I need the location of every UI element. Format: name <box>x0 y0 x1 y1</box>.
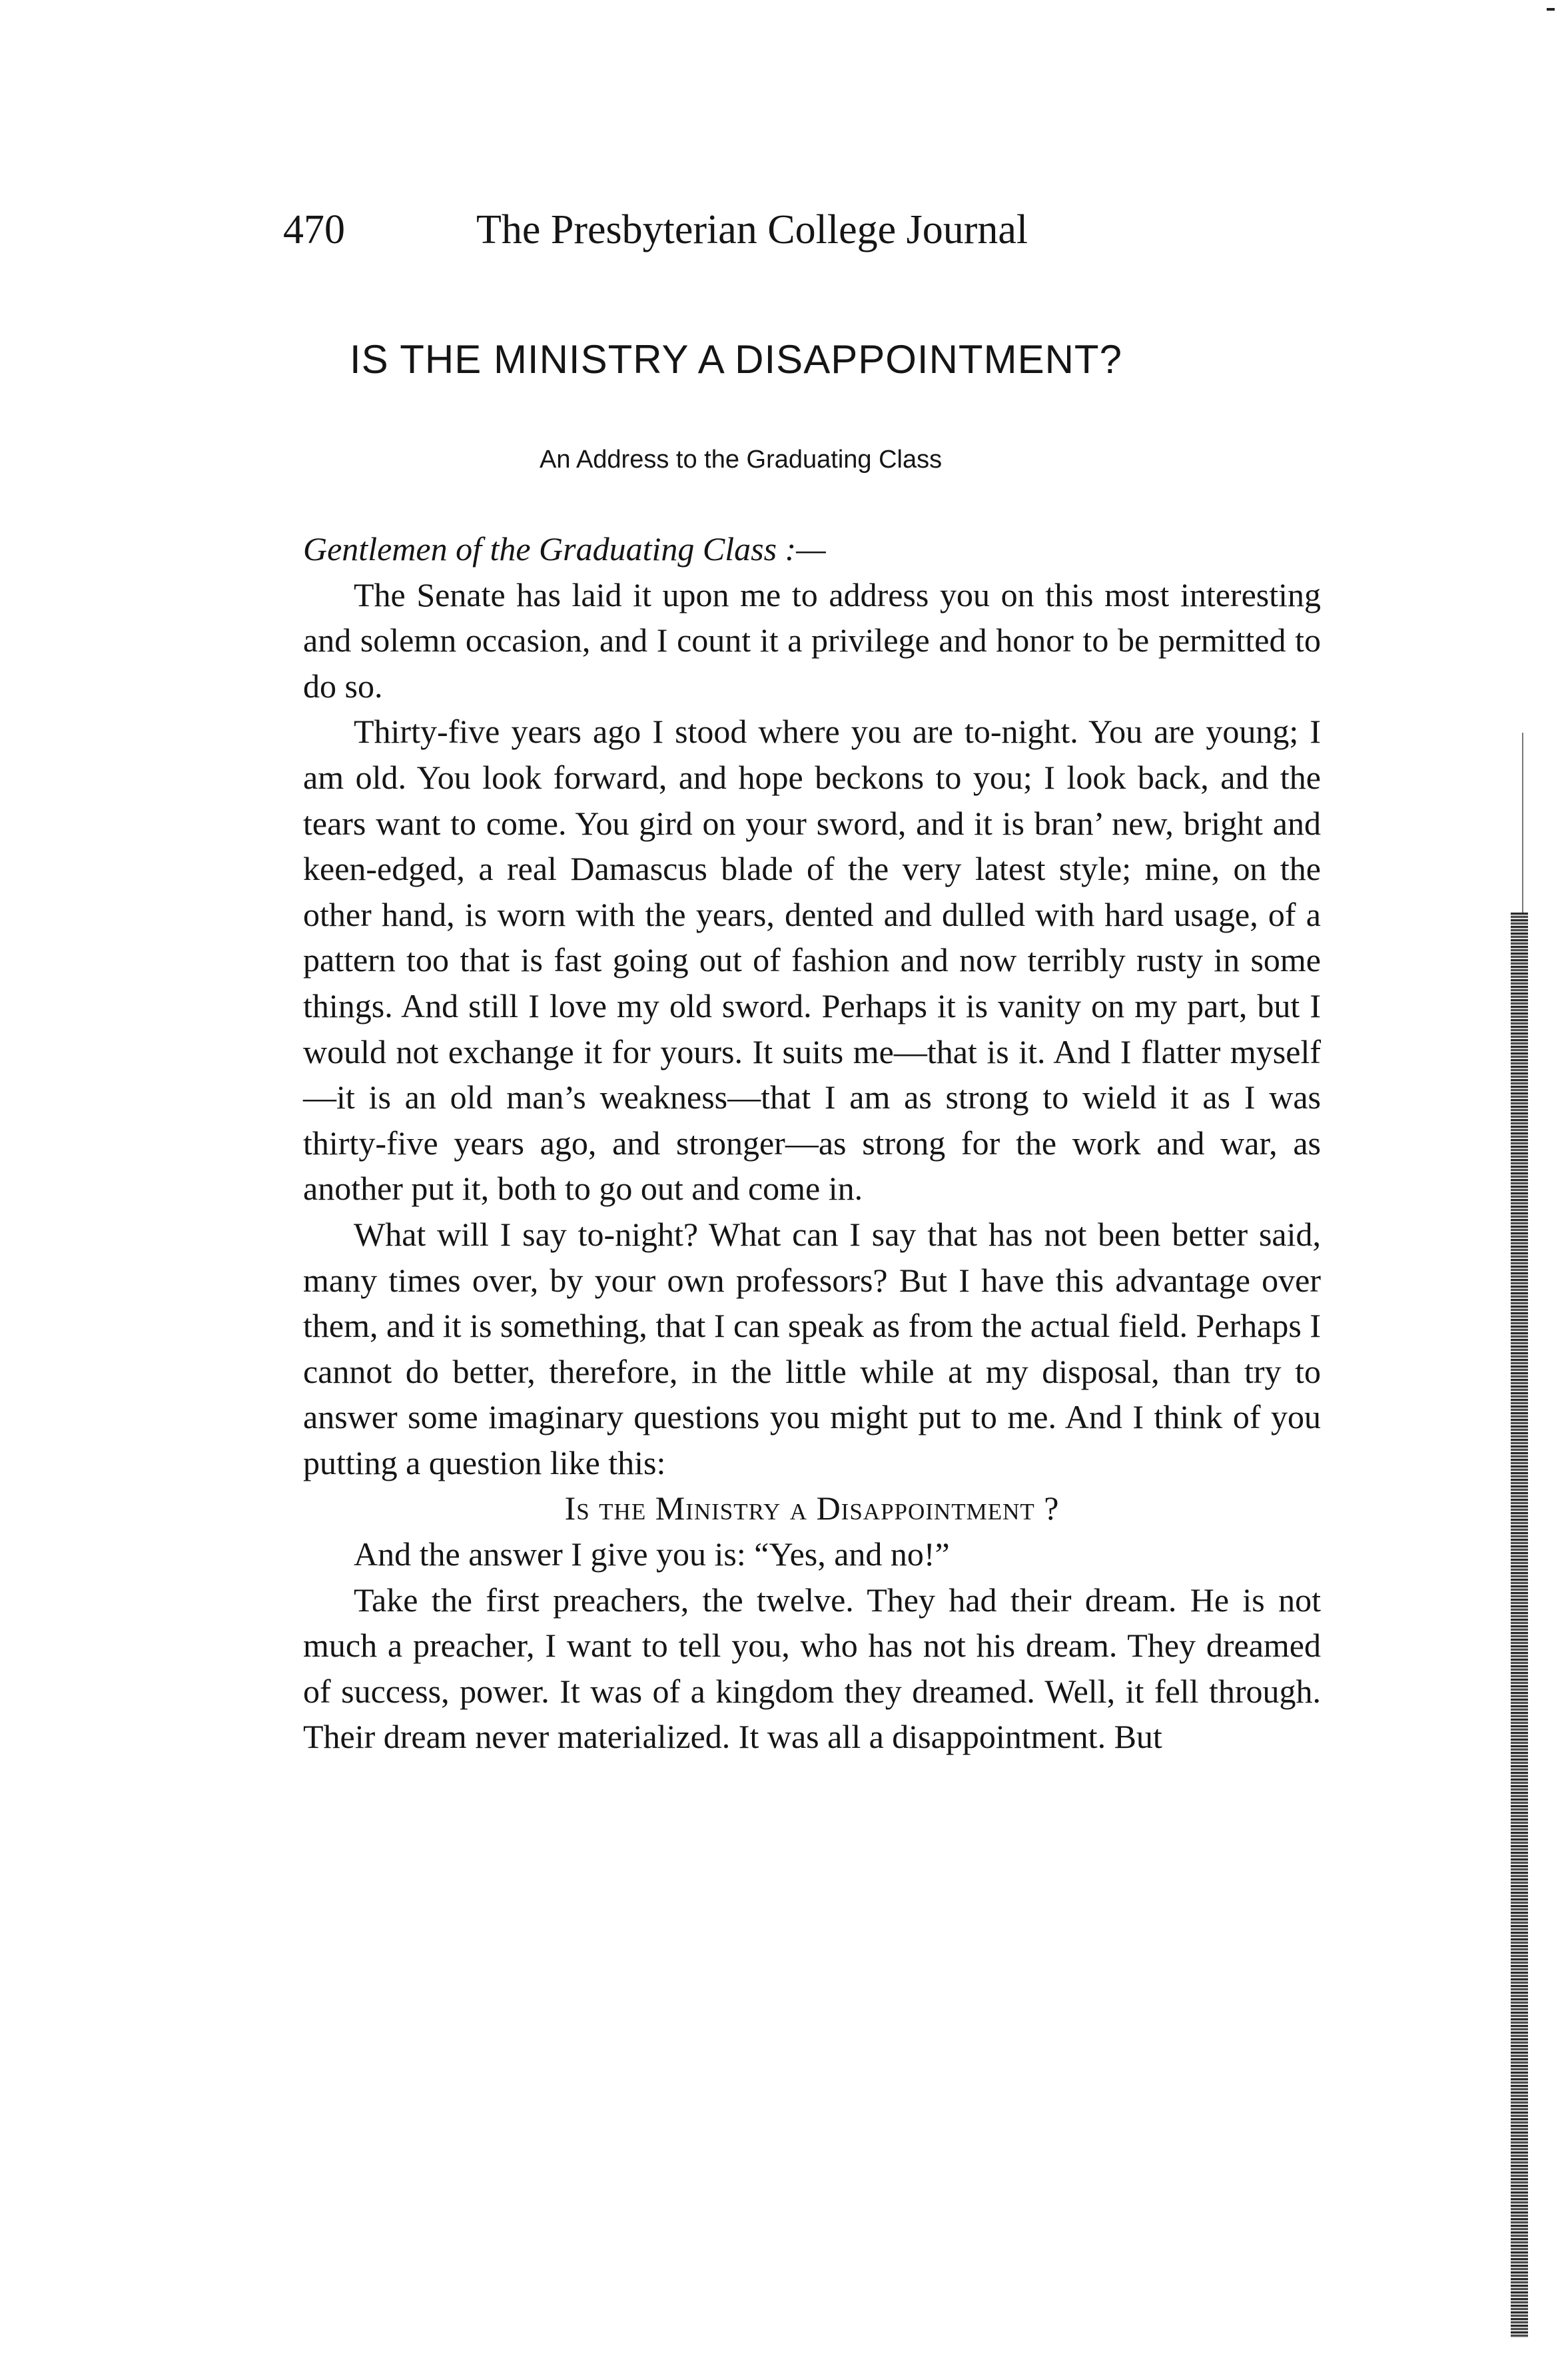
paragraph: What will I say to-night? What can I say that has not been better said, many times over, by your own professors? But I have this advantage over them, and it is something, that I can speak as from the actual field. Perhaps I cannot do better, therefore, in the little while at my disposal, than try to answer some imaginary questions you might put to me. And I think of you putting a question like this: <box>303 1215 1321 1481</box>
page-edge-shadow <box>1522 733 1523 913</box>
salutation: Gentlemen of the Graduating Class :— <box>303 530 826 568</box>
paragraph: And the answer I give you is: “Yes, and no!” <box>354 1535 950 1573</box>
article-body <box>303 526 1321 1760</box>
paragraph: The Senate has laid it upon me to address you on this most interesting and solemn occasion, and I count it a privilege and honor to be permitted to do so. <box>303 576 1321 705</box>
running-header <box>283 200 1149 260</box>
paragraph: Thirty-five years ago I stood where you are to-night. You are young; I am old. You look forward, and hope beckons to you; I look back, and the tears want to come. You gird on your sword, and it is bran’ new, bright and keen-edged, a real Damascus blade of the very latest style; mine, on the other hand, is worn with the years, dented and dulled with hard usage, of a pattern too that is fast going out of fashion and now terribly rusty in some things. And still I love my old sword. Perhaps it is vanity on my part, but I would not exchange it for yours. It suits me—that is it. And I flatter myself—it is an old man’s weakness—that I am as strong to wield it as I was thirty-five years ago, and stronger—as strong for the work and war, as another put it, both to go out and come in. <box>303 713 1321 1208</box>
page-edge-scan-artifact <box>1511 913 1528 2338</box>
article-title: IS THE MINISTRY A DISAPPOINTMENT? <box>350 337 1122 382</box>
section-heading: Is the Ministry a Disappointment ? <box>564 1489 1060 1527</box>
scan-mark <box>1547 8 1555 11</box>
page-number: 470 <box>283 207 345 252</box>
paragraph: Take the first preachers, the twelve. They had their dream. He is not much a preacher, I want to tell you, who has not his dream. They dreamed of success, power. It was of a kingdom they dreamed. Well, it fell through. Their dream never materialized. It was all a disappointment. But <box>303 1581 1321 1756</box>
article-subtitle: An Address to the Graduating Class <box>540 446 943 474</box>
journal-title: The Presbyterian College Journal <box>476 207 1028 252</box>
